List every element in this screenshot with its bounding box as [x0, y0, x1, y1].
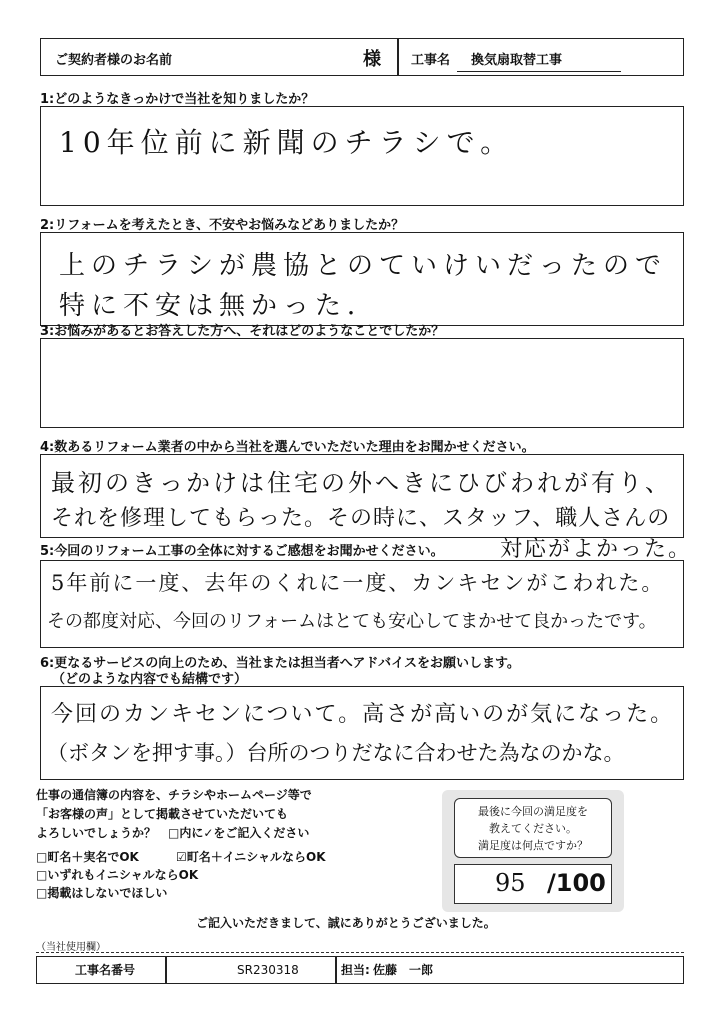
office-cell-divider-1	[165, 957, 167, 983]
q4-answer-line2: それを修理してもらった。その時に、スタッフ、職人さんの	[51, 506, 671, 531]
q6-question: 6:更なるサービスの向上のため、当社または担当者へアドバイスをお願いします。	[40, 656, 520, 671]
q3-question: 3:お悩みがあるとお答えした方へ、それはどのようなことでしたか？	[40, 324, 445, 339]
consent-line2: 「お客様の声」として掲載させていただいても	[36, 807, 289, 821]
consent-option-4[interactable]: □掲載はしないでほしい	[36, 886, 168, 900]
staff-name: 佐藤 一郎	[373, 963, 434, 977]
q1-question: 1:どのようなきっかけで当社を知りましたか？	[40, 92, 315, 107]
header-divider	[397, 39, 399, 75]
satisfaction-line3: 満足度は何点ですか？	[478, 839, 588, 852]
q1-answer: 10年位前に新聞のチラシで。	[59, 126, 515, 159]
q5-answer-box	[40, 560, 684, 648]
office-use-label: （当社使用欄）	[36, 942, 106, 953]
score-box	[454, 864, 612, 904]
customer-name-label: ご契約者様のお名前	[55, 53, 173, 68]
q6-answer-box	[40, 686, 684, 780]
score-max: /100	[547, 869, 606, 897]
q2-question: 2:リフォームを考えたとき、不安やお悩みなどありましたか？	[40, 218, 405, 233]
thanks-message: ご記入いただきまして、誠にありがとうございました。	[196, 916, 496, 930]
q2-answer-box	[40, 232, 684, 326]
office-use-divider	[36, 952, 684, 953]
q6-answer-line2: （ボタンを押す事。）台所のつりだなに合わせた為なのかな。	[47, 741, 625, 765]
office-use-row	[36, 956, 684, 984]
q1-answer-box	[40, 106, 684, 206]
q6-answer-line1: 今回のカンキセンについて。高さが高いのが気になった。	[51, 702, 675, 727]
q4-answer-line1: 最初のきっかけは住宅の外へきにひびわれが有り、	[51, 469, 672, 497]
q4-answer-box	[40, 454, 684, 538]
job-number-label: 工事名番号	[75, 963, 136, 977]
satisfaction-line2: 教えてください。	[489, 822, 577, 835]
satisfaction-question-box	[454, 798, 612, 858]
q4-answer-line3: 対応がよかった。	[500, 537, 693, 562]
consent-option-2[interactable]: ☑町名＋イニシャルならOK	[176, 850, 326, 864]
satisfaction-line1: 最後に今回の満足度を	[478, 805, 588, 818]
staff-label: 担当:	[341, 963, 370, 977]
header-row	[40, 38, 684, 76]
q2-answer-line1: 上のチラシが農協とのていけいだったので	[59, 251, 668, 281]
satisfaction-panel	[442, 790, 624, 912]
consent-line3: よろしいでしょうか？ □内に✓をご記入ください	[36, 826, 310, 840]
q5-answer-line1: 5年前に一度、去年のくれに一度、カンキセンがこわれた。	[51, 571, 665, 595]
work-name-value: 換気扇取替工事	[471, 53, 563, 68]
work-name-underline	[457, 71, 621, 72]
sama-label: 様	[363, 49, 381, 70]
consent-line1: 仕事の通信簿の内容を、チラシやホームページ等で	[36, 788, 312, 802]
consent-option-3[interactable]: □いずれもイニシャルならOK	[36, 868, 199, 882]
q3-answer-box	[40, 338, 684, 428]
job-number-value: SR230318	[237, 963, 299, 977]
work-name-label: 工事名	[411, 53, 451, 68]
q5-question: 5:今回のリフォーム工事の全体に対するご感想をお聞かせください。	[40, 544, 444, 559]
score-value[interactable]: 95	[495, 869, 526, 897]
consent-text	[36, 786, 312, 843]
consent-option-1[interactable]: □町名＋実名でOK	[36, 850, 139, 864]
q5-answer-line2: その都度対応、今回のリフォームはとても安心してまかせて良かったです。	[47, 611, 657, 632]
office-cell-divider-2	[335, 957, 337, 983]
q4-question: 4:数あるリフォーム業者の中から当社を選んでいただいた理由をお聞かせください。	[40, 440, 535, 455]
q2-answer-line2: 特に不安は無かった．	[59, 291, 380, 321]
q6-question-sub: （どのような内容でも結構です）	[52, 672, 248, 687]
